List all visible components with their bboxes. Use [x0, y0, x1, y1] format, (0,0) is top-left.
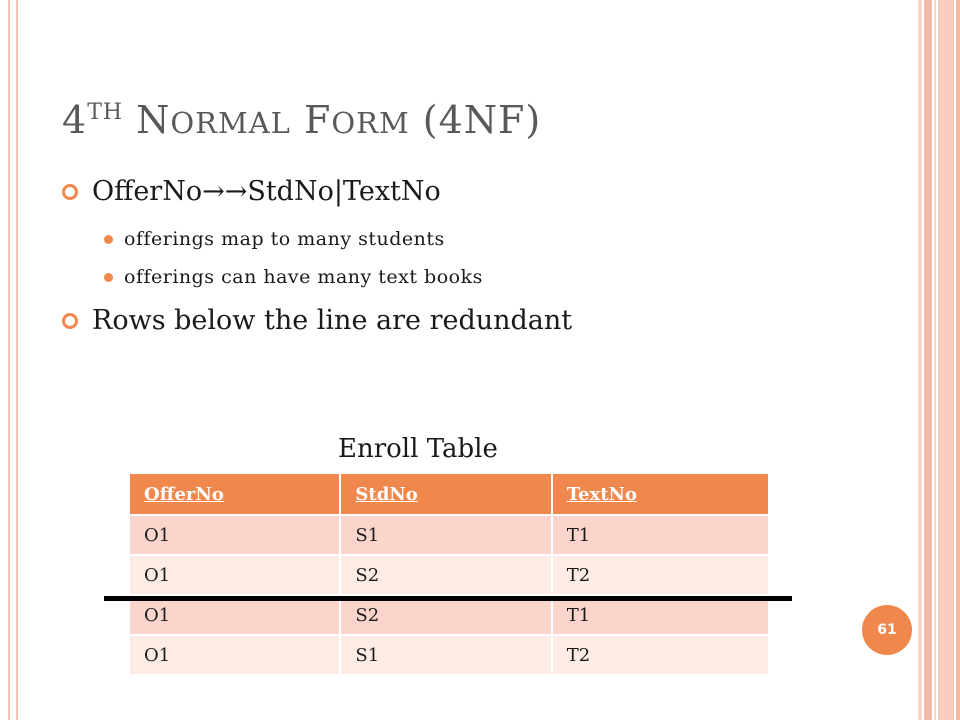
bullet-text: OfferNo→→StdNo|TextNo [92, 176, 441, 207]
sub-bullet-text: offerings can have many text books [124, 266, 483, 288]
page-number-badge: 61 [862, 605, 912, 655]
title-word2-initial: F [304, 98, 332, 142]
title-tail: (4NF) [422, 98, 542, 142]
table-row [129, 635, 769, 675]
right-decor-stripe [934, 0, 936, 720]
dot-bullet-icon [104, 273, 113, 282]
table-cell: O1 [129, 515, 340, 555]
table-cell: T1 [552, 595, 769, 635]
table-header-row [129, 473, 769, 515]
table-row [129, 515, 769, 555]
right-decor-stripe [956, 0, 960, 720]
ring-bullet-icon [62, 313, 78, 329]
enroll-table [128, 472, 770, 676]
table-row [129, 595, 769, 635]
right-decor-stripe [918, 0, 922, 720]
sub-bullet-text: offerings map to many students [124, 228, 445, 250]
table-cell: O1 [129, 635, 340, 675]
bullet-item [62, 305, 572, 336]
table-cell: S2 [340, 555, 551, 595]
title-word2-rest: ORM [331, 106, 410, 140]
column-header-stdno: StdNo [340, 473, 551, 515]
table-cell: T2 [552, 555, 769, 595]
ring-bullet-icon [62, 184, 78, 200]
title-number: 4 [62, 98, 88, 142]
bullet-text: Rows below the line are redundant [92, 305, 573, 336]
left-frame-border [8, 0, 18, 720]
table-caption: Enroll Table [338, 434, 498, 464]
table-cell: O1 [129, 555, 340, 595]
table-cell: S2 [340, 595, 551, 635]
table-cell: T2 [552, 635, 769, 675]
table-cell: T1 [552, 515, 769, 555]
right-decor-stripe [924, 0, 932, 720]
redundancy-divider-line [104, 596, 792, 601]
table-row [129, 555, 769, 595]
column-header-textno: TextNo [552, 473, 769, 515]
title-superscript: TH [87, 100, 124, 125]
bullet-item [62, 176, 441, 207]
slide-title [62, 98, 541, 142]
table-cell: S1 [340, 635, 551, 675]
sub-bullet-item [104, 266, 483, 288]
title-word1-initial: N [136, 98, 171, 142]
column-header-offerno: OfferNo [129, 473, 340, 515]
right-decor-stripe [938, 0, 954, 720]
table-cell: S1 [340, 515, 551, 555]
table-cell: O1 [129, 595, 340, 635]
dot-bullet-icon [104, 235, 113, 244]
sub-bullet-item [104, 228, 445, 250]
title-word1-rest: ORMAL [170, 106, 291, 140]
